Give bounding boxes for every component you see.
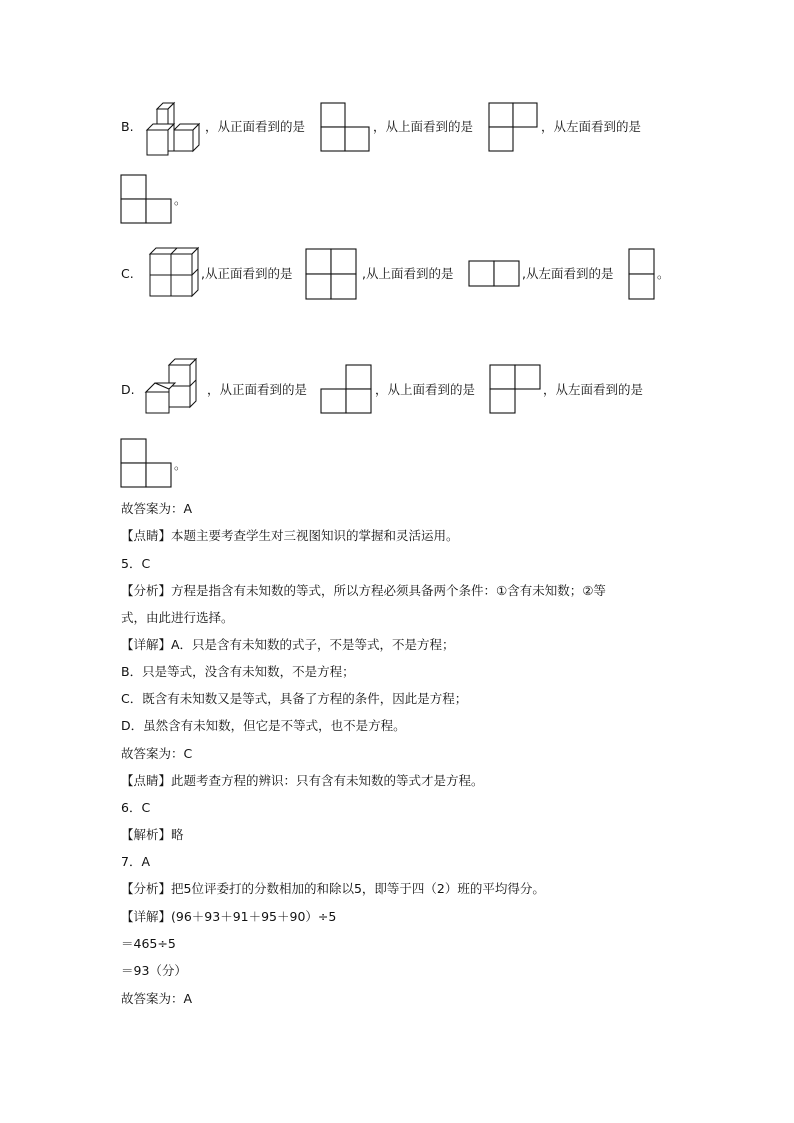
option-b-front-text: ，从正面看到的是 (205, 119, 306, 134)
q5-analysis-line1: 【分析】方程是指含有未知数的等式，所以方程必须具备两个条件：①含有未知数；②等 (121, 583, 606, 598)
option-d-top-text: ，从上面看到的是 (375, 382, 476, 397)
option-b-end: 。 (174, 192, 187, 207)
option-d-left-text: ，从左面看到的是 (543, 382, 644, 397)
q5-detail-a: 【详解】A．只是含有未知数的式子，不是等式，不是方程； (121, 637, 455, 652)
option-b-front-view (320, 102, 370, 152)
q5-detail-c: C．既含有未知数又是等式，具备了方程的条件，因此是方程； (121, 691, 468, 706)
q5-analysis-line2: 式，由此进行选择。 (121, 610, 234, 625)
option-b-top-text: ，从上面看到的是 (373, 119, 474, 134)
option-d-top-view (489, 364, 541, 414)
q7-number: 7．A (121, 854, 151, 869)
option-d-label: D. (121, 382, 135, 397)
option-b-left-text: ，从左面看到的是 (541, 119, 642, 134)
option-d-left-view (120, 438, 172, 488)
option-c-front-text: ,从正面看到的是 (201, 266, 293, 281)
q4-comment: 【点睛】本题主要考查学生对三视图知识的掌握和灵活运用。 (121, 528, 459, 543)
option-d-front-text: ，从正面看到的是 (207, 382, 308, 397)
q5-number: 5．C (121, 556, 151, 571)
option-c-front-view (305, 248, 357, 300)
option-c-top-text: ,从上面看到的是 (362, 266, 454, 281)
option-c-label: C. (121, 266, 134, 281)
q6-analysis: 【解析】略 (121, 827, 184, 842)
q7-detail-line2: ＝465÷5 (121, 936, 176, 951)
q5-comment: 【点睛】此题考查方程的辨识：只有含有未知数的等式才是方程。 (121, 773, 484, 788)
q7-analysis: 【分析】把5位评委打的分数相加的和除以5，即等于四（2）班的平均得分。 (121, 881, 545, 896)
option-d-front-view (320, 364, 372, 414)
q7-answer: 故答案为：A (121, 991, 193, 1006)
option-d-end: 。 (174, 457, 187, 472)
q4-answer: 故答案为：A (121, 501, 193, 516)
option-c-left-view (628, 248, 655, 300)
option-d-cube-figure (143, 357, 199, 415)
option-b-top-view (488, 102, 538, 152)
q7-detail-line1: 【详解】(96＋93＋91＋95＋90）÷5 (121, 909, 337, 924)
option-b-left-view (120, 174, 172, 224)
q5-detail-d: D．虽然含有未知数，但它是不等式，也不是方程。 (121, 718, 406, 733)
option-c-cube-figure (147, 246, 199, 298)
option-b-cube-figure (144, 100, 200, 156)
option-c-top-view (468, 260, 520, 287)
option-b-label: B. (121, 119, 134, 134)
q6-number: 6．C (121, 800, 151, 815)
q5-detail-b: B．只是等式，没含有未知数，不是方程； (121, 664, 355, 679)
option-c-end: 。 (657, 266, 670, 281)
q5-answer: 故答案为：C (121, 746, 193, 761)
option-c-left-text: ,从左面看到的是 (522, 266, 614, 281)
q7-detail-line3: ＝93（分） (121, 963, 187, 978)
